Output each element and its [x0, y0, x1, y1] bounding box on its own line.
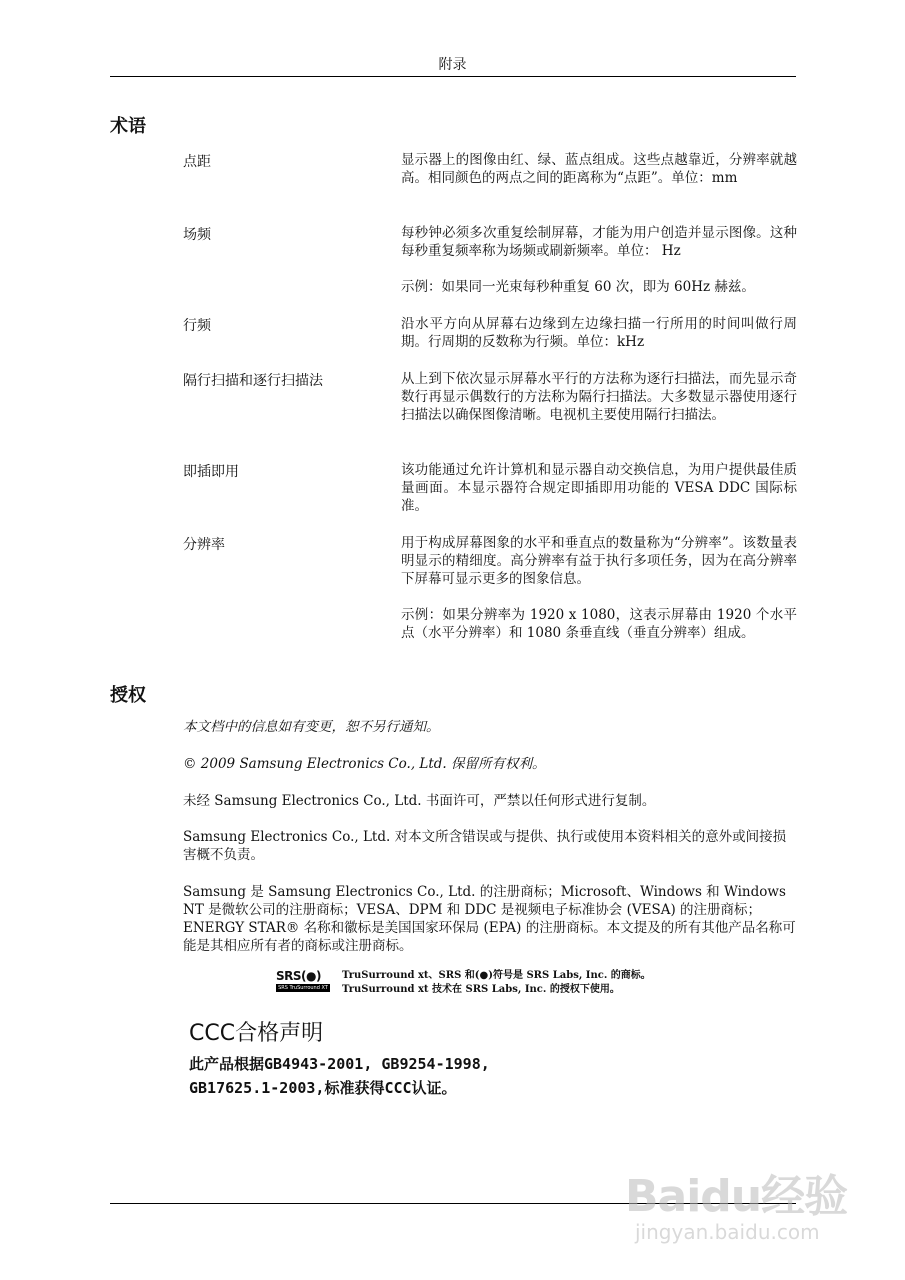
- term-dot-pitch: 点距: [183, 154, 211, 170]
- ccc-line-1: 此产品根据GB4943-2001, GB9254-1998,: [189, 1055, 490, 1073]
- srs-logo: [276, 968, 330, 995]
- def-resolution: 用于构成屏幕图象的水平和垂直点的数量称为“分辨率”。该数量表明显示的精细度。高分辨率有益于执行多项任务，因为在高分辨率下屏幕可显示更多的图象信息。: [401, 535, 797, 587]
- def-dot-pitch: 显示器上的图像由红、绿、蓝点组成。这些点越靠近，分辨率就越高。相同颜色的两点之间的距离称为“点距”。单位：mm: [401, 152, 797, 186]
- license-notice: 本文档中的信息如有变更，恕不另行通知。: [183, 719, 440, 735]
- def-vertical-frequency: 每秒钟必须多次重复绘制屏幕，才能为用户创造并显示图像。这种每秒重复频率称为场频或刷新频率。单位： Hz: [401, 225, 797, 259]
- copyright-line: © 2009 Samsung Electronics Co., Ltd. 保留所有权利。: [183, 756, 546, 772]
- term-horizontal-frequency: 行频: [183, 318, 211, 334]
- term-vertical-frequency: 场频: [183, 227, 211, 243]
- page-header-title: 附录: [438, 57, 467, 73]
- ccc-statement: [189, 1052, 490, 1100]
- watermark-brand: Baidu经验: [625, 1171, 848, 1222]
- trademark-notice: Samsung 是 Samsung Electronics Co., Ltd. 的注册商标；Microsoft、Windows 和 Windows NT 是微软公司的注册商标；VESA、DPM 和 DDC 是视频电子标准协会 (VESA) 的注册商标；ENERGY STAR® 名称和徽标是美国国家环保局 (EPA) 的注册商标。本文提及的所有其他产品名称可能是其相应所有者的商标或注册商标。: [183, 884, 796, 954]
- liability-notice: Samsung Electronics Co., Ltd. 对本文所含错误或与提供、执行或使用本资料相关的意外或间接损害概不负责。: [183, 829, 787, 863]
- srs-trademark-text: [342, 969, 651, 997]
- def-resolution-example: 示例：如果分辨率为 1920 x 1080，这表示屏幕由 1920 个水平点（水平分辨率）和 1080 条垂直线（垂直分辨率）组成。: [401, 607, 797, 641]
- srs-line-1: TruSurround xt、SRS 和(●)符号是 SRS Labs, Inc. 的商标。: [342, 970, 651, 981]
- def-horizontal-frequency: 沿水平方向从屏幕右边缘到左边缘扫描一行所用的时间叫做行周期。行周期的反数称为行频。单位：kHz: [401, 316, 797, 350]
- license-heading: 授权: [110, 685, 146, 706]
- def-interlace-progressive: 从上到下依次显示屏幕水平行的方法称为逐行扫描法，而先显示奇数行再显示偶数行的方法称为隔行扫描法。大多数显示器使用逐行扫描法以确保图像清晰。电视机主要使用隔行扫描法。: [401, 371, 797, 423]
- term-resolution: 分辨率: [183, 537, 225, 553]
- header-divider: [110, 76, 796, 77]
- def-vertical-frequency-example: 示例：如果同一光束每秒种重复 60 次，即为 60Hz 赫兹。: [401, 279, 755, 295]
- srs-logo-subtext: SRS TruSurround XT: [276, 984, 330, 992]
- term-interlace-progressive: 隔行扫描和逐行扫描法: [183, 373, 323, 389]
- watermark-url: jingyan.baidu.com: [635, 1220, 820, 1244]
- baidu-watermark: [625, 1150, 855, 1265]
- terms-heading: 术语: [110, 116, 146, 137]
- srs-logo-text: SRS(●): [276, 968, 330, 984]
- ccc-title: CCC合格声明: [189, 1021, 324, 1046]
- srs-line-2: TruSurround xt 技术在 SRS Labs, Inc. 的授权下使用。: [342, 984, 620, 995]
- term-plug-and-play: 即插即用: [183, 464, 239, 480]
- def-plug-and-play: 该功能通过允许计算机和显示器自动交换信息，为用户提供最佳质量画面。本显示器符合规定即插即用功能的 VESA DDC 国际标准。: [401, 462, 797, 514]
- reproduction-notice: 未经 Samsung Electronics Co., Ltd. 书面许可，严禁以任何形式进行复制。: [183, 793, 656, 809]
- ccc-line-2: GB17625.1-2003,标准获得CCC认证。: [189, 1079, 457, 1097]
